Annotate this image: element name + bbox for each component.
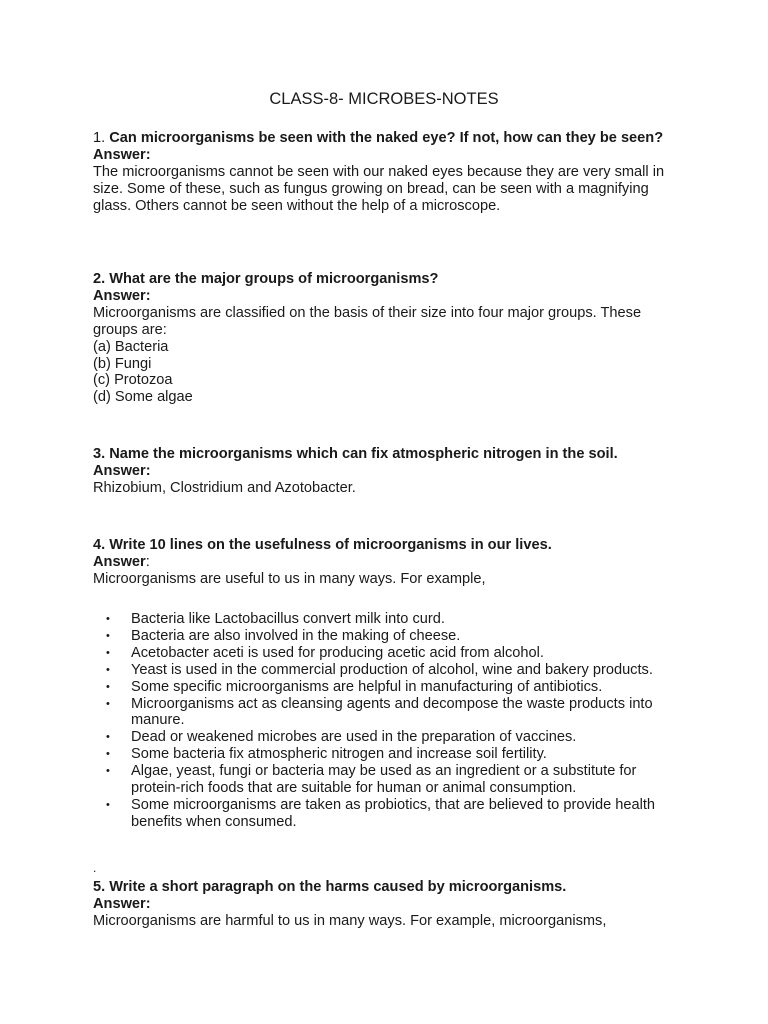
list-item — [93, 645, 683, 662]
bullet-icon: • — [106, 663, 110, 676]
answer-3-label: Answer: — [93, 462, 151, 479]
list-item-text: Yeast is used in the commercial production of alcohol, wine and bakery products. — [131, 661, 653, 678]
group-item: (d) Some algae — [93, 389, 193, 406]
answer-4-label-colon: : — [145, 553, 150, 570]
list-item-text: Some specific microorganisms are helpful in manufacturing of antibiotics. — [131, 678, 603, 695]
bullet-icon: • — [106, 697, 110, 710]
list-item — [93, 746, 683, 763]
question-3-block — [93, 446, 683, 497]
answer-2-label: Answer: — [93, 287, 151, 304]
answer-5-label: Answer: — [93, 895, 151, 912]
page-title: CLASS-8- MICROBES-NOTES — [269, 90, 499, 108]
list-item-text: Algae, yeast, fungi or bacteria may be used as an ingredient or a substitute for protein-rich foods that are suitable for human or animal consumption. — [131, 763, 637, 797]
list-item-text: Some bacteria fix atmospheric nitrogen and increase soil fertility. — [131, 746, 547, 763]
bullet-icon: • — [106, 680, 110, 693]
answer-4-intro: Microorganisms are useful to us in many ways. For example, — [93, 570, 486, 587]
list-item-text: Dead or weakened microbes are used in the preparation of vaccines. — [131, 729, 577, 746]
list-item — [93, 696, 683, 730]
answer-5-text: Microorganisms are harmful to us in many ways. For example, microorganisms, — [93, 912, 607, 929]
answer-4-label-word: Answer — [93, 553, 146, 570]
list-item-text: Bacteria are also involved in the making of cheese. — [131, 627, 461, 644]
list-item — [93, 611, 683, 628]
bullet-icon: • — [106, 629, 110, 642]
bullet-icon: • — [106, 731, 110, 744]
list-item — [93, 628, 683, 645]
list-item — [93, 729, 683, 746]
group-item: (b) Fungi — [93, 355, 152, 372]
bullet-icon: • — [106, 613, 110, 625]
answer-4-label — [93, 554, 683, 571]
bullet-icon: • — [106, 765, 110, 778]
question-2-text: 2. What are the major groups of microorganisms? — [93, 271, 439, 287]
question-5-block — [93, 879, 683, 930]
question-4-block — [93, 537, 683, 588]
answer-3-text: Rhizobium, Clostridium and Azotobacter. — [93, 479, 356, 496]
group-item: (c) Protozoa — [93, 372, 173, 389]
question-1-block — [93, 130, 683, 215]
answer-2-intro: Microorganisms are classified on the basis of their size into four major groups. These groups are: — [93, 304, 642, 338]
answer-1-label: Answer: — [93, 146, 151, 163]
list-item-text: Bacteria like Lactobacillus convert milk into curd. — [131, 611, 445, 627]
group-item: (a) Bacteria — [93, 338, 169, 355]
list-item-text: Microorganisms act as cleansing agents and decompose the waste products into manure. — [131, 695, 653, 729]
answer-1-text: The microorganisms cannot be seen with our naked eyes because they are very small in size. Some of these, such as fungus growing on bread, can be seen with a magnifying glass. Others cannot be seen without the help of a microscope. — [93, 163, 665, 214]
question-1 — [93, 130, 683, 147]
bullet-icon: • — [106, 798, 110, 811]
list-item — [93, 797, 683, 831]
question-1-number: 1. — [93, 130, 106, 146]
question-3-text: 3. Name the microorganisms which can fix atmospheric nitrogen in the soil. — [93, 446, 618, 462]
question-2-block — [93, 271, 683, 406]
bullet-icon: • — [106, 646, 110, 659]
usefulness-bullet-list — [93, 611, 683, 831]
list-item — [93, 763, 683, 797]
list-item — [93, 662, 683, 679]
list-item-text: Some microorganisms are taken as probiotics, that are believed to provide health benefits when consumed. — [131, 796, 656, 830]
question-5-text: 5. Write a short paragraph on the harms caused by microorganisms. — [93, 879, 567, 895]
stray-period: . — [93, 861, 97, 875]
question-4-text: 4. Write 10 lines on the usefulness of microorganisms in our lives. — [93, 537, 552, 553]
list-item — [93, 679, 683, 696]
bullet-icon: • — [106, 748, 110, 761]
question-1-text: Can microorganisms be seen with the naked eye? If not, how can they be seen? — [109, 130, 664, 146]
list-item-text: Acetobacter aceti is used for producing acetic acid from alcohol. — [131, 644, 544, 661]
